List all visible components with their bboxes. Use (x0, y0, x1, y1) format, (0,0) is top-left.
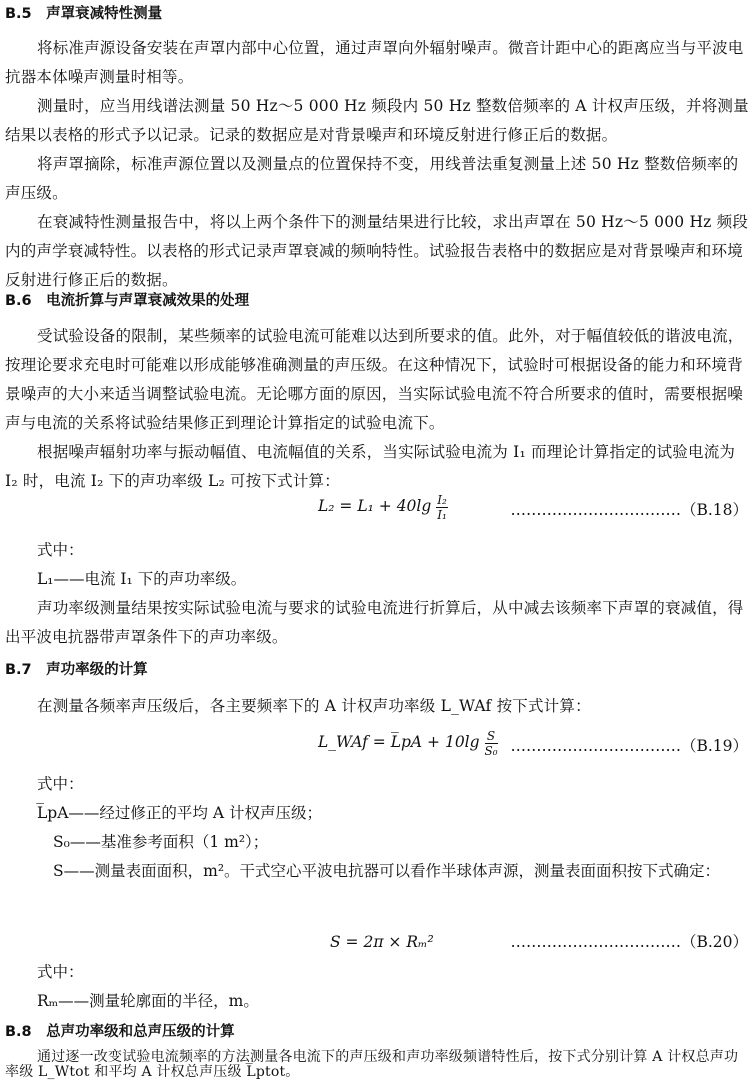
equation-number-b20: ……………………………（B.20） (510, 933, 748, 951)
formula-b18-numerator: I₂ (437, 492, 447, 507)
section-b6-paragraph-2: 根据噪声辐射功率与振动幅值、电流幅值的关系，当实际试验电流为 I₁ 而理论计算指定的试验电流为 I₂ 时，电流 I₂ 下的声功率级 L₂ 可按下式计算： (5, 443, 736, 490)
formula-b19-fraction (485, 729, 498, 758)
equation-number-b18: ……………………………（B.18） (510, 501, 748, 519)
section-b5-paragraph-2: 测量时，应当用线谱法测量 50 Hz～5 000 Hz 频段内 50 Hz 整数倍频率的 A 计权声压级，并将测量结果以表格的形式予以记录。记录的数据应是对背景噪声和环境反射进行修正后的数据。 (5, 97, 749, 144)
section-b7-paragraph-1: 在测量各频率声压级后，各主要频率下的 A 计权声功率级 L_WAf 按下式计算： (37, 697, 591, 715)
section-b7-definition-rm: Rₘ——测量轮廓面的半径，m。 (37, 992, 259, 1010)
formula-b18-fraction (436, 493, 448, 522)
formula-b20: S = 2π × Rₘ² (330, 933, 434, 951)
section-b8-paragraph-1: 通过逐一改变试验电流频率的方法测量各电流下的声压级和声功率级频谱特性后，按下式分别计算 A 计权总声功率级 L_Wtot 和平均 A 计权总声压级 L̅ptot。 (5, 1049, 739, 1080)
section-b8-heading: B.8 总声功率级和总声压级的计算 (5, 1024, 235, 1040)
section-b5-paragraph-3: 将声罩摘除，标准声源位置以及测量点的位置保持不变，用线普法重复测量上述 50 Hz 整数倍频率的声压级。 (5, 155, 739, 202)
formula-b18-left: L₂ = L₁ + 40lg (318, 497, 432, 515)
section-b7-definition-lpa: L̅pA——经过修正的平均 A 计权声压级； (37, 804, 322, 822)
section-b7-heading: B.7 声功率级的计算 (5, 662, 148, 678)
formula-b19-numerator: S (485, 729, 498, 744)
section-b6-where: 式中： (37, 541, 84, 559)
formula-b19-left: L_WAf = L̅pA + 10lg (318, 733, 480, 751)
equation-number-b19: ……………………………（B.19） (510, 737, 748, 755)
section-b6-heading: B.6 电流折算与声罩衰减效果的处理 (5, 293, 250, 309)
formula-b19 (318, 728, 498, 758)
section-b7-where: 式中： (37, 775, 84, 793)
section-b5-paragraph-4: 在衰减特性测量报告中，将以上两个条件下的测量结果进行比较，求出声罩在 50 Hz～5 000 Hz 频段内的声学衰减特性。以表格的形式记录声罩衰减的频响特性。试验报告表格中的数据应是对背景噪声和环境反射进行修正后的数据。 (5, 213, 749, 289)
section-b6-paragraph-1: 受试验设备的限制，某些频率的试验电流可能难以达到所要求的值。此外，对于幅值较低的谐波电流，按理论要求充电时可能难以形成能够准确测量的声压级。在这种情况下，试验时可根据设备的能力和环境背景噪声的大小来适当调整试验电流。无论哪方面的原因，当实际试验电流不符合所要求的值时，需要根据噪声与电流的关系将试验结果修正到理论计算指定的试验电流下。 (5, 327, 744, 432)
section-b5-heading: B.5 声罩衰减特性测量 (5, 6, 163, 22)
section-b6-definition-l1: L₁——电流 I₁ 下的声功率级。 (37, 570, 247, 588)
section-b7-definition-s: S——测量表面面积，m²。干式空心平波电抗器可以看作半球体声源，测量表面面积按下式确定： (53, 862, 721, 880)
section-b7-definition-s0: S₀——基准参考面积（1 m²）； (53, 833, 269, 851)
section-b6-paragraph-3: 声功率级测量结果按实际试验电流与要求的试验电流进行折算后，从中减去该频率下声罩的衰减值，得出平波电抗器带声罩条件下的声功率级。 (5, 599, 744, 646)
formula-b18-denominator: I₁ (437, 507, 447, 522)
formula-b19-denominator: S₀ (484, 743, 498, 758)
section-b7-where-2: 式中： (37, 963, 84, 981)
formula-b18 (318, 492, 448, 522)
section-b5-paragraph-1: 将标准声源设备安装在声罩内部中心位置，通过声罩向外辐射噪声。微音计距中心的距离应当与平波电抗器本体噪声测量时相等。 (5, 39, 744, 86)
